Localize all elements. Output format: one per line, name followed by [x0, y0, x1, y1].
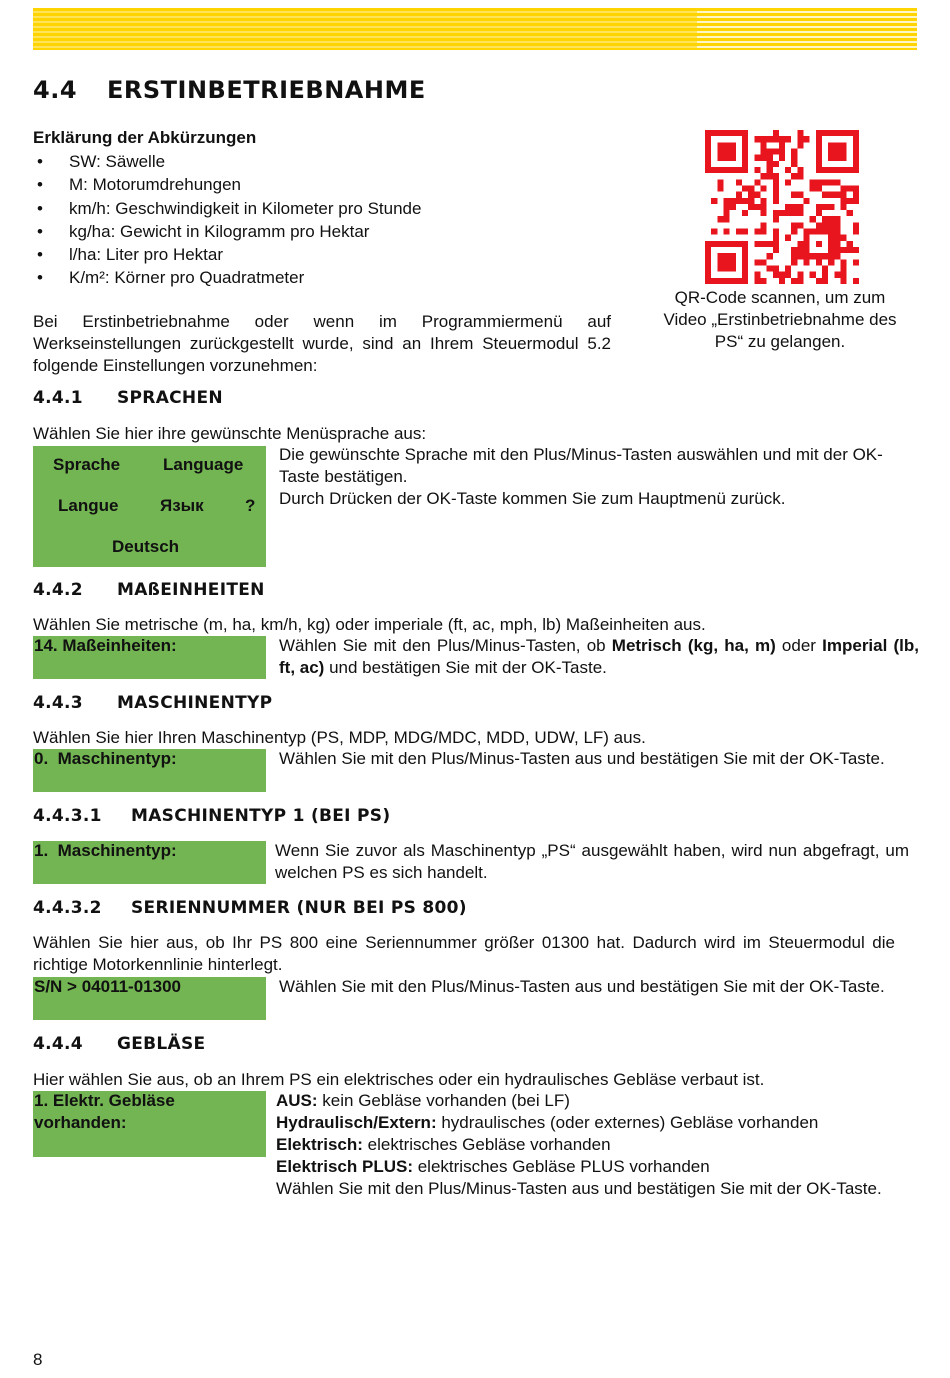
- section-number: 4.4.3: [33, 693, 83, 713]
- lcd-label: S/N > 04011-01300: [34, 977, 181, 996]
- option-aus: [276, 1090, 896, 1112]
- section-title: SPRACHEN: [117, 388, 223, 408]
- section-number: 4.4.3.2: [33, 898, 102, 918]
- page-title: [33, 76, 426, 104]
- lcd-value: Deutsch: [112, 537, 180, 556]
- masseinheiten-desc: [279, 635, 919, 679]
- geblaese-options: [276, 1090, 896, 1200]
- lcd-langue: Langue: [58, 496, 119, 515]
- desc-text: Wählen Sie mit den Plus/Minus-Tasten, ob: [279, 636, 612, 655]
- page-title-number: 4.4: [33, 76, 78, 104]
- option-text: kein Gebläse vorhanden (bei LF): [317, 1091, 570, 1110]
- display-box-geblaese: [33, 1091, 266, 1157]
- display-box-seriennummer: [33, 977, 266, 1020]
- page-title-text: ERSTINBETRIEBNAHME: [107, 76, 426, 104]
- seriennummer-desc: Wählen Sie mit den Plus/Minus-Tasten aus und bestätigen Sie mit der OK-Taste.: [279, 977, 885, 996]
- page-number: 8: [33, 1350, 43, 1369]
- section-heading-masseinheiten: [33, 580, 265, 600]
- section-heading-maschinentyp1: [33, 806, 390, 826]
- section-number: 4.4.3.1: [33, 806, 102, 826]
- section-title: MASCHINENTYP: [117, 693, 273, 713]
- option-text: elektrisches Gebläse PLUS vorhanden: [413, 1157, 710, 1176]
- option-label: Elektrisch:: [276, 1135, 363, 1154]
- section-number: 4.4.4: [33, 1034, 83, 1054]
- list-item: • SW: Säwelle: [33, 150, 633, 173]
- geblaese-intro: Hier wählen Sie aus, ob an Ihrem PS ein elektrisches oder ein hydraulisches Gebläse verbaut ist.: [33, 1070, 765, 1089]
- section-heading-sprachen: [33, 388, 223, 408]
- option-text: hydraulisches (oder externes) Gebläse vorhanden: [436, 1113, 819, 1132]
- option-text: elektrisches Gebläse vorhanden: [362, 1135, 611, 1154]
- section-number: 4.4.2: [33, 580, 83, 600]
- list-item: • l/ha: Liter pro Hektar: [33, 243, 633, 266]
- list-item: • K/m²: Körner pro Quadratmeter: [33, 266, 633, 289]
- lcd-label: 0. Maschinentyp:: [34, 749, 177, 768]
- option-label: AUS:: [276, 1091, 318, 1110]
- masseinheiten-intro: Wählen Sie metrische (m, ha, km/h, kg) oder imperiale (ft, ac, mph, lb) Maßeinheiten aus.: [33, 615, 706, 634]
- option-elektrisch: [276, 1134, 896, 1156]
- maschinentyp-intro: Wählen Sie hier Ihren Maschinentyp (PS, MDP, MDG/MDC, MDD, UDW, LF) aus.: [33, 728, 646, 747]
- sprachen-desc-2: Durch Drücken der OK-Taste kommen Sie zum Hauptmenü zurück.: [279, 489, 786, 508]
- section-title: SERIENNUMMER (NUR BEI PS 800): [131, 898, 467, 918]
- lcd-label: 14. Maßeinheiten:: [34, 636, 177, 655]
- option-label: Elektrisch PLUS:: [276, 1157, 413, 1176]
- lcd-yazyk: Язык: [160, 496, 204, 515]
- option-elektrisch-plus: [276, 1156, 896, 1178]
- lcd-label-line2: vorhanden:: [34, 1113, 127, 1132]
- lcd-question: ?: [245, 496, 256, 515]
- section-number: 4.4.1: [33, 388, 83, 408]
- abbreviations-title: Erklärung der Abkürzungen: [33, 128, 257, 147]
- option-hydraulisch: [276, 1112, 896, 1134]
- display-box-maschinentyp: [33, 749, 266, 792]
- desc-text: und bestätigen Sie mit der OK-Taste.: [324, 658, 607, 677]
- display-box-masseinheiten: [33, 636, 266, 679]
- desc-text: oder: [775, 636, 823, 655]
- list-item: • km/h: Geschwindigkeit in Kilometer pro Stunde: [33, 197, 633, 220]
- section-heading-maschinentyp: [33, 693, 272, 713]
- lcd-sprache: Sprache: [53, 455, 121, 474]
- section-heading-geblaese: [33, 1034, 205, 1054]
- display-box-sprache: [33, 446, 266, 567]
- sprachen-intro: Wählen Sie hier ihre gewünschte Menüsprache aus:: [33, 424, 427, 443]
- desc-metric: Metrisch (kg, ha, m): [611, 636, 776, 655]
- section-heading-seriennummer: [33, 898, 467, 918]
- seriennummer-intro: Wählen Sie hier aus, ob Ihr PS 800 eine Seriennummer größer 01300 hat. Dadurch wird im Steuermodul die richtige Motorkennlinie hinterlegt.: [33, 933, 895, 974]
- header-decoration-bar: [33, 8, 917, 50]
- lcd-language: Language: [163, 455, 244, 474]
- geblaese-desc: Wählen Sie mit den Plus/Minus-Tasten aus und bestätigen Sie mit der OK-Taste.: [276, 1179, 882, 1198]
- abbreviations-list: [33, 150, 633, 290]
- list-item: • M: Motorumdrehungen: [33, 173, 633, 196]
- sprachen-desc-1: Die gewünschte Sprache mit den Plus/Minus-Tasten auswählen und mit der OK-Taste bestätigen.: [279, 445, 883, 486]
- section-title: GEBLÄSE: [117, 1034, 206, 1054]
- qr-code-icon[interactable]: [705, 130, 859, 284]
- display-box-maschinentyp1: [33, 841, 266, 884]
- qr-caption: QR-Code scannen, um zum Video „Erstinbetriebnahme des PS“ zu gelangen.: [663, 288, 897, 351]
- desc-imperial: Imperial (lb, ft, ac): [279, 636, 919, 677]
- maschinentyp-desc: Wählen Sie mit den Plus/Minus-Tasten aus und bestätigen Sie mit der OK-Taste.: [279, 749, 885, 768]
- section-title: MAßEINHEITEN: [117, 580, 265, 600]
- list-item: • kg/ha: Gewicht in Kilogramm pro Hektar: [33, 220, 633, 243]
- option-label: Hydraulisch/Extern:: [276, 1113, 437, 1132]
- lcd-label-line1: 1. Elektr. Gebläse: [34, 1091, 175, 1110]
- section-title: MASCHINENTYP 1 (BEI PS): [131, 806, 391, 826]
- lcd-label: 1. Maschinentyp:: [34, 841, 177, 860]
- maschinentyp1-desc: Wenn Sie zuvor als Maschinentyp „PS“ ausgewählt haben, wird nun abgefragt, um welchen PS es sich handelt.: [275, 841, 909, 882]
- intro-paragraph: Bei Erstinbetriebnahme oder wenn im Programmiermenü auf Werkseinstellungen zurückgestellt wurde, sind an Ihrem Steuermodul 5.2 folgende Einstellungen vorzunehmen:: [33, 312, 611, 375]
